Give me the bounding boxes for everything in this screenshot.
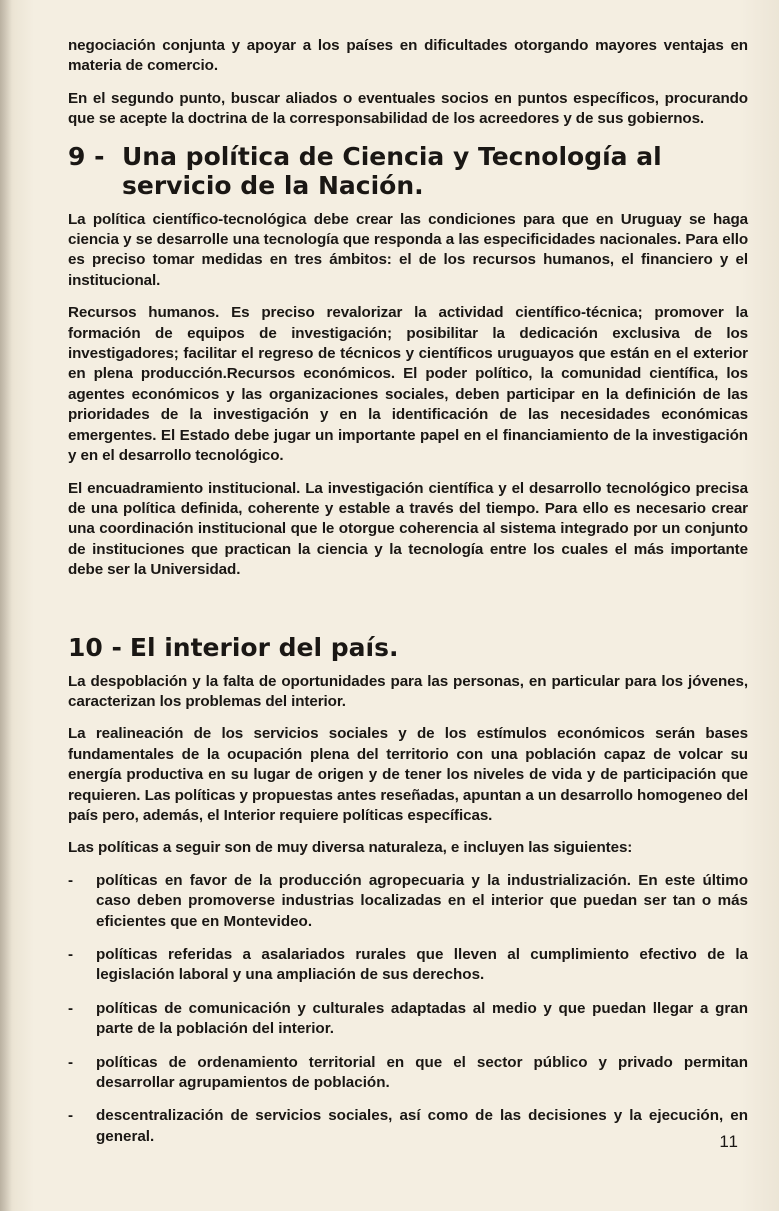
section-heading-10 bbox=[68, 633, 748, 662]
bullet-marker: - bbox=[68, 999, 74, 1017]
bullet-marker: - bbox=[68, 871, 74, 889]
list-item bbox=[68, 945, 748, 986]
paragraph: El encuadramiento institucional. La investigación científica y el desarrollo tecnológico precisa de una política definida, coherente y estable a través del tiempo. Para ello es necesario crear una coordinación institucional que le otorgue coherencia al sistema integrado por un conjunto de instituciones que practican la ciencia y la tecnología entre los cuales el más importante debe ser la Universidad. bbox=[68, 479, 748, 579]
paragraph: La despoblación y la falta de oportunidades para las personas, en particular para los jóvenes, caracterizan los problemas del interior. bbox=[68, 672, 748, 710]
section-number: 10 - bbox=[68, 632, 122, 662]
page-gutter-shadow bbox=[0, 0, 12, 1211]
list-item-text: descentralización de servicios sociales, así como de las decisiones y la ejecución, en general. bbox=[96, 1107, 748, 1145]
paragraph: Las políticas a seguir son de muy diversa naturaleza, e incluyen las siguientes: bbox=[68, 839, 633, 857]
list-item bbox=[68, 871, 748, 932]
section-heading-9 bbox=[68, 142, 748, 200]
paragraph: Recursos humanos. Es preciso revalorizar la actividad científico-técnica; promover la formación de equipos de investigación; posibilitar la dedicación exclusiva de los investigadores; facilitar el regreso de técnicos y científicos uruguayos que están en el exterior en plena producción.Recursos económicos. El poder político, la comunidad científica, los agentes económicos y las organizaciones sociales, deben participar en la definición de las prioridades de la investigación y en la identificación de las necesidades económicas emergentes. El Estado debe jugar un importante papel en el financiamiento de la investigación y en el desarrollo tecnológico. bbox=[68, 304, 748, 465]
section-spacer bbox=[68, 593, 748, 627]
paragraph: En el segundo punto, buscar aliados o eventuales socios en puntos específicos, procurando que se acepte la doctrina de la corresponsabilidad de los acreedores y de sus gobiernos. bbox=[68, 89, 748, 128]
list-item-text: políticas de ordenamiento territorial en que el sector público y privado permitan desarrollar agrupamientos de población. bbox=[96, 1053, 748, 1092]
paragraph: La política científico-tecnológica debe crear las condiciones para que en Uruguay se haga ciencia y se desarrolle una tecnología que responda a las especificidades nacionales. Para ello es preciso tomar medidas en tres ámbitos: el de los recursos humanos, el financiero y el institucional. bbox=[68, 210, 748, 289]
bullet-marker: - bbox=[68, 946, 74, 963]
paragraph: negociación conjunta y apoyar a los países en dificultades otorgando mayores ventajas en materia de comercio. bbox=[68, 37, 748, 75]
section-title: El interior del país. bbox=[129, 632, 399, 662]
page-content bbox=[68, 36, 748, 1160]
list-item bbox=[68, 1053, 748, 1094]
section-number: 9 - bbox=[68, 141, 105, 171]
list-item bbox=[68, 1106, 748, 1147]
list-item-text: políticas en favor de la producción agropecuaria y la industrialización. En este último caso deben promoverse industrias localizadas en el interior que puedan ser tan o más eficientes que en Montevideo. bbox=[96, 871, 748, 930]
list-item bbox=[68, 999, 748, 1040]
paragraph: La realineación de los servicios sociales y de los estímulos económicos serán bases fundamentales de la ocupación plena del territorio con una población capaz de volcar su energía productiva en su lugar de origen y de tener los niveles de vida y de participación que requieren. Las políticas y propuestas antes reseñadas, apuntan a un desarrollo homogeneo del país pero, además, el Interior requiere políticas específicas. bbox=[68, 725, 748, 824]
list-item-text: políticas de comunicación y culturales adaptadas al medio y que puedan llegar a gran parte de la población del interior. bbox=[96, 999, 748, 1038]
policy-list bbox=[68, 871, 748, 1147]
section-title: Una política de Ciencia y Tecnología al servicio de la Nación. bbox=[122, 141, 662, 200]
page-number: 11 bbox=[719, 1132, 739, 1151]
bullet-marker: - bbox=[68, 1053, 74, 1071]
bullet-marker: - bbox=[68, 1107, 74, 1125]
list-item-text: políticas referidas a asalariados rurales que lleven al cumplimiento efectivo de la legislación laboral y una ampliación de sus derechos. bbox=[96, 946, 748, 984]
